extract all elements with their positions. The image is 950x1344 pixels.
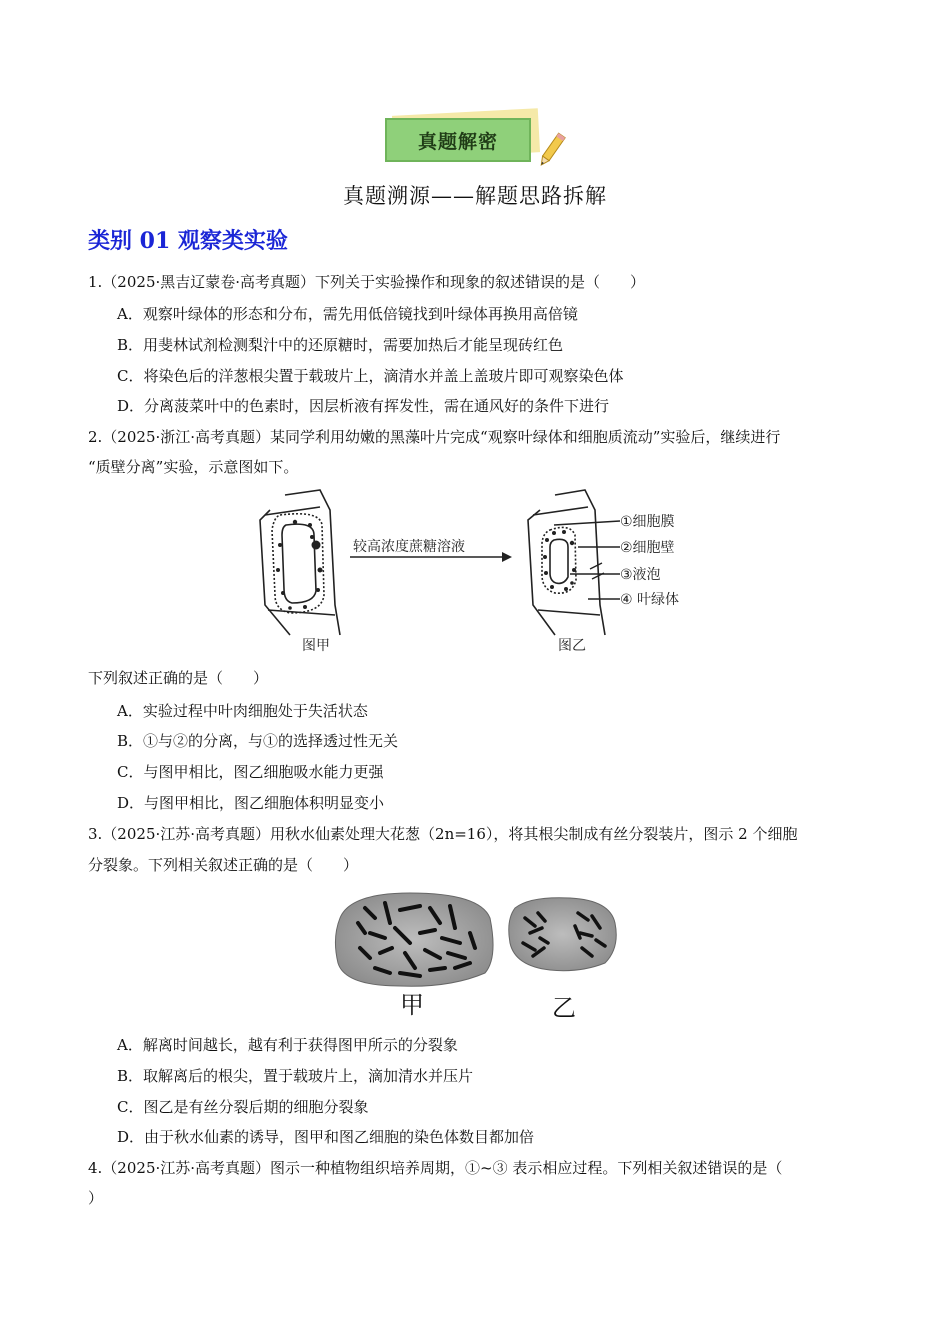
q4-stem-line2: ） [88, 1189, 104, 1207]
q2-option-b: B．①与②的分离，与①的选择透过性无关 [117, 732, 399, 750]
cell-yi [509, 898, 616, 971]
q3-option-a: A．解离时间越长，越有利于获得图甲所示的分裂象 [117, 1036, 458, 1054]
q1-option-a: A．观察叶绿体的形态和分布，需先用低倍镜找到叶绿体再换用高倍镜 [117, 305, 578, 323]
label-vacuole: ③液泡 [620, 567, 661, 583]
q2-option-a: A．实验过程中叶肉细胞处于失活状态 [117, 702, 368, 720]
page-subtitle: 真题溯源——解题思路拆解 [343, 184, 607, 208]
q2-stem-line1: 2.（2025·浙江·高考真题）某同学利用幼嫩的黑藻叶片完成“观察叶绿体和细胞质流动”实验后，继续进行 [88, 428, 781, 446]
caption-jia: 甲 [400, 991, 424, 1019]
q1-option-c: C．将染色后的洋葱根尖置于载玻片上，滴清水并盖上盖玻片即可观察染色体 [117, 367, 624, 385]
q3-option-d: D．由于秋水仙素的诱导，图甲和图乙细胞的染色体数目都加倍 [117, 1128, 535, 1146]
caption-fig-yi: 图乙 [558, 638, 586, 654]
label-cell-wall: ②细胞壁 [620, 540, 675, 556]
caption-fig-jia: 图甲 [302, 638, 330, 654]
q3-stem-line1: 3.（2025·江苏·高考真题）用秋水仙素处理大花葱（2n=16），将其根尖制成有丝分裂装片，图示 2 个细胞 [88, 825, 798, 843]
title-badge [385, 118, 535, 164]
mitosis-figure [330, 888, 630, 1023]
q3-option-b: B．取解离后的根尖，置于载玻片上，滴加清水并压片 [117, 1067, 474, 1085]
q1-option-b: B．用斐林试剂检测梨汁中的还原糖时，需要加热后才能呈现砖红色 [117, 336, 564, 354]
label-cell-membrane: ①细胞膜 [620, 514, 675, 530]
category-heading: 类别 01 观察类实验 [88, 228, 288, 254]
q2-prompt: 下列叙述正确的是（ ） [88, 669, 269, 687]
q2-stem-line2: “质壁分离”实验，示意图如下。 [88, 458, 299, 476]
plasmolysis-figure [250, 485, 720, 657]
q4-stem-line1: 4.（2025·江苏·高考真题）图示一种植物组织培养周期，①~③ 表示相应过程。下列相关叙述错误的是（ [88, 1159, 783, 1177]
q1-stem: 1.（2025·黑吉辽蒙卷·高考真题）下列关于实验操作和现象的叙述错误的是（ ） [88, 273, 646, 291]
pencil-icon [536, 130, 566, 172]
q3-option-c: C．图乙是有丝分裂后期的细胞分裂象 [117, 1098, 369, 1116]
caption-yi: 乙 [552, 994, 576, 1022]
q3-stem-line2: 分裂象。下列相关叙述正确的是（ ） [88, 856, 359, 874]
q2-option-d: D．与图甲相比，图乙细胞体积明显变小 [117, 794, 385, 812]
arrow-label: 较高浓度蔗糖溶液 [353, 539, 465, 555]
q2-option-c: C．与图甲相比，图乙细胞吸水能力更强 [117, 763, 384, 781]
q1-option-d: D．分离菠菜叶中的色素时，因层析液有挥发性，需在通风好的条件下进行 [117, 397, 610, 415]
badge-label: 真题解密 [385, 118, 531, 162]
label-chloroplast: ④ 叶绿体 [620, 592, 680, 608]
